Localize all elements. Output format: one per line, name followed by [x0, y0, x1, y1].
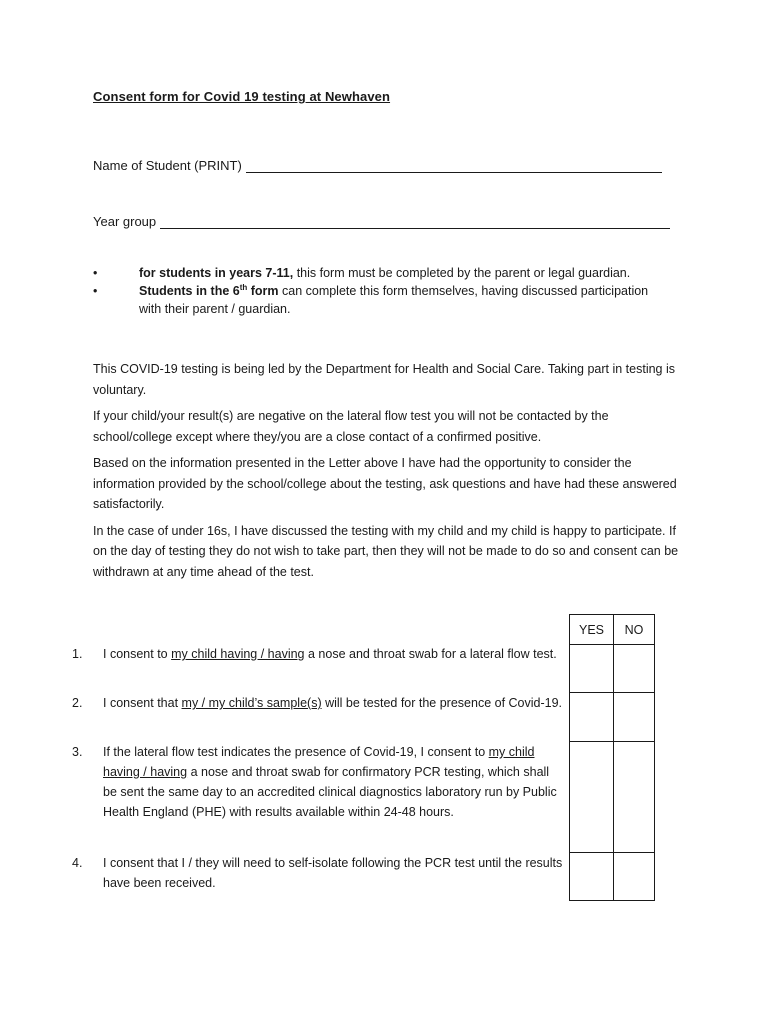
student-name-line[interactable] [246, 159, 662, 173]
item-text: I consent that my / my child’s sample(s) will be tested for the presence of Covid-19. [103, 696, 563, 710]
no-checkbox-2[interactable] [614, 693, 655, 742]
item-text: If the lateral flow test indicates the presence of Covid-19, I consent to my child having / having a nose and throat swab for confirmatory PCR testing, which shall be sent the same day to an accredited clinical diagnostics laboratory run by Public Health England (PHE) with results available within 24-48 hours. [103, 745, 557, 819]
no-checkbox-1[interactable] [614, 645, 655, 693]
year-group-line[interactable] [160, 215, 670, 229]
page-title: Consent form for Covid 19 testing at Newhaven [93, 89, 391, 104]
bullet-text: can complete this form themselves, having discussed participation with their parent / guardian. [139, 284, 649, 316]
item-number: 3. [72, 745, 83, 759]
item-number: 2. [72, 696, 83, 710]
year-group-field [93, 214, 670, 229]
bullet-icon: • [93, 266, 98, 280]
year-group-label: Year group [93, 214, 157, 229]
bullet-bold: for students in years 7-11, [139, 266, 294, 280]
bullet-item [93, 264, 653, 282]
yes-checkbox-3[interactable] [570, 742, 614, 853]
consent-table [569, 614, 655, 901]
yes-checkbox-2[interactable] [570, 693, 614, 742]
item-number: 1. [72, 647, 83, 661]
item-number: 4. [72, 856, 83, 870]
paragraph: Based on the information presented in the Letter above I have had the opportunity to consider the information provided by the school/college about the testing, ask questions and have had these answered satisfactorily. [93, 456, 677, 511]
bullet-item [93, 282, 653, 318]
yes-checkbox-4[interactable] [570, 853, 614, 901]
instructions-list [93, 264, 653, 318]
no-header: NO [614, 615, 655, 645]
bullet-icon: • [93, 284, 98, 298]
paragraph: In the case of under 16s, I have discussed the testing with my child and my child is happy to participate. If on the day of testing they do not wish to take part, then they will not be made to do so and consent can be withdrawn at any time ahead of the test. [93, 523, 679, 579]
bullet-bold: Students in the 6th form [139, 282, 279, 298]
student-name-field [93, 158, 662, 173]
no-checkbox-3[interactable] [614, 742, 655, 853]
paragraph: If your child/your result(s) are negative on the lateral flow test you will not be contacted by the school/college except where they/you are a close contact of a confirmed positive. [93, 409, 609, 444]
yes-header: YES [570, 615, 614, 645]
paragraph: This COVID-19 testing is being led by the Department for Health and Social Care. Taking part in testing is voluntary. [93, 362, 676, 397]
bullet-text: this form must be completed by the parent or legal guardian. [293, 266, 631, 280]
body-text [93, 359, 681, 588]
yes-checkbox-1[interactable] [570, 645, 614, 693]
no-checkbox-4[interactable] [614, 853, 655, 901]
item-text: I consent that I / they will need to self-isolate following the PCR test until the results have been received. [103, 856, 563, 890]
item-text: I consent to my child having / having a nose and throat swab for a lateral flow test. [103, 647, 557, 661]
student-name-label: Name of Student (PRINT) [93, 158, 242, 173]
